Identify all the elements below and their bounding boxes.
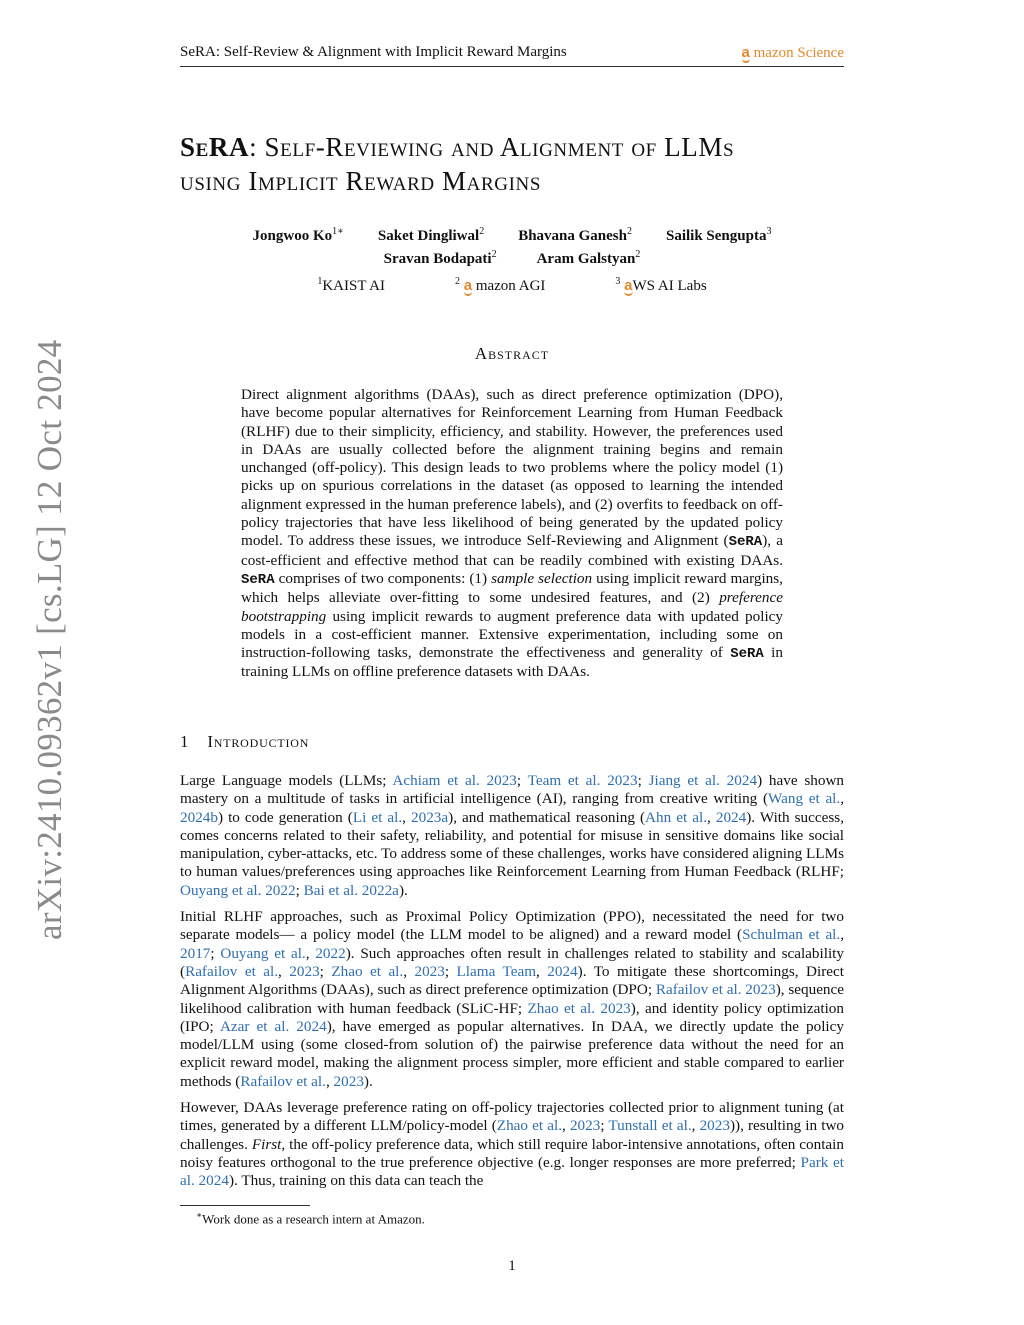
footnote: ∗Work done as a research intern at Amazon. bbox=[196, 1210, 425, 1227]
footnote-rule bbox=[180, 1205, 310, 1206]
running-title: SeRA: Self-Review & Alignment with Implicit Reward Margins bbox=[180, 44, 567, 60]
paragraph: Initial RLHF approaches, such as Proximal Policy Optimization (PPO), necessitated the need for two separate models— a policy model (the LLM model to be aligned) and a reward model (Schulman et al., 2017; Ouyang et al., 2022). Such approaches often result in challenges related to stability and scalability (Rafailov et al., 2023; Zhao et al., 2023; Llama Team, 2024). To mitigate these shortcomings, Direct Alignment Algorithms (DAAs), such as direct preference optimization (DPO; Rafailov et al. 2023), sequence likelihood calibration with human feedback (SLiC-HF; Zhao et al. 2023), and identity policy optimization (IPO; Azar et al. 2024), have emerged as popular alternatives. In DAA, we directly update the policy model/LLM using (some closed-from solution of) the pairwise preference data without the need for an explicit reward model, making the alignment process simpler, more efficient and stable compared to earlier methods (Rafailov et al., 2023). bbox=[180, 908, 845, 1090]
title-acronym: SeRA bbox=[180, 132, 250, 162]
affiliation: $^2$ a mazon AGI bbox=[454, 276, 546, 294]
citation-link[interactable]: Ouyang et al. bbox=[220, 944, 306, 962]
citation-link[interactable]: Azar et al. 2024 bbox=[219, 1017, 327, 1035]
arxiv-stamp: arXiv:2410.09362v1 [cs.LG] 12 Oct 2024 bbox=[30, 339, 69, 940]
author-list bbox=[180, 226, 844, 272]
author: Aram Galstyan$^2$ bbox=[536, 249, 641, 267]
abstract-heading: Abstract bbox=[474, 344, 550, 363]
page-number: 1 bbox=[508, 1258, 516, 1274]
citation-link[interactable]: 2023 bbox=[569, 1117, 601, 1135]
citation-link[interactable]: 2023 bbox=[414, 962, 445, 980]
affiliation: $^3$ aWS AI Labs bbox=[615, 276, 707, 294]
citation-link[interactable]: 2023 bbox=[699, 1117, 730, 1135]
citation-link[interactable]: Tunstall et al. bbox=[608, 1117, 692, 1135]
citation-link[interactable]: Zhao et al. 2023 bbox=[527, 999, 631, 1017]
citation-link[interactable]: 2023a bbox=[411, 808, 449, 826]
citation-link[interactable]: 2023 bbox=[289, 962, 320, 980]
citation-link[interactable]: Rafailov et al. 2023 bbox=[655, 981, 776, 999]
amazon-science-logo: a mazon Science bbox=[741, 44, 844, 61]
affiliation: $^1$KAIST AI bbox=[317, 276, 385, 294]
author: Jongwoo $Ko^{1∗}$ bbox=[252, 226, 344, 244]
citation-link[interactable]: Ahn et al. bbox=[645, 808, 707, 826]
citation-link[interactable]: 2024 bbox=[715, 808, 747, 826]
citation-link[interactable]: Rafailov et al. bbox=[240, 1072, 326, 1090]
citation-link[interactable]: Ouyang et al. 2022 bbox=[180, 881, 296, 899]
citation-link[interactable]: 2023 bbox=[333, 1072, 364, 1090]
author: Sailik Sengupta$^3$ bbox=[665, 226, 772, 244]
amazon-logo-icon: a bbox=[624, 277, 633, 294]
citation-link[interactable]: Jiang et al. 2024 bbox=[648, 772, 758, 789]
citation-link[interactable]: Bai et al. 2022a bbox=[303, 881, 399, 899]
citation-link[interactable]: Zhao et al. bbox=[496, 1117, 562, 1135]
citation-link[interactable]: 2022 bbox=[315, 944, 346, 962]
citation-link[interactable]: Park et al. 2024 bbox=[180, 1153, 844, 1190]
running-header bbox=[180, 44, 844, 67]
citation-link[interactable]: Wang et al. bbox=[768, 790, 841, 808]
introduction-body bbox=[180, 772, 844, 1199]
paper-title: SeRA: Self-Reviewing and Alignment of LLMs using Implicit Reward Margins bbox=[180, 132, 735, 196]
amazon-logo-icon: a bbox=[741, 44, 750, 61]
citation-link[interactable]: Zhao et al. bbox=[331, 962, 404, 980]
affiliations bbox=[180, 276, 844, 295]
citation-link[interactable]: 2024b bbox=[180, 808, 218, 826]
citation-link[interactable]: Llama Team bbox=[456, 962, 537, 980]
author: Bhavana Ganesh$^2$ bbox=[518, 226, 632, 244]
section-heading: 1 Introduction bbox=[180, 732, 310, 751]
author: Saket Dingliwal$^2$ bbox=[377, 226, 485, 244]
author: Sravan Bodapati$^2$ bbox=[383, 249, 497, 267]
abstract-body: Direct alignment algorithms (DAAs), such as direct preference optimization (DPO), have become popular alternatives for Reinforcement Learning from Human Feedback (RLHF) due to their simplicity, efficiency, and stability. However, the preferences used in DAAs are usually collected before the alignment training begins and remain unchanged (off-policy). This design leads to two problems where the policy model (1) picks up on spurious correlations in the dataset (as opposed to learning the intended alignment expressed in the human preference labels), and (2) overfits to feedback on off-policy trajectories that have less likelihood of being generated by the updated policy model. To address these issues, we introduce Self-Reviewing and Alignment (SeRA), a cost-efficient and effective method that can be readily combined with existing DAAs. SeRA comprises of two components: (1) sample selection using implicit reward margins, which helps alleviate over-fitting to some undesired features, and (2) preference bootstrapping using implicit rewards to augment preference data with updated policy models in a cost-efficient manner. Extensive experimentation, including some on instruction-following tasks, demonstrate the effectiveness and generality of SeRA in training LLMs on offline preference datasets with DAAs. bbox=[241, 386, 783, 681]
citation-link[interactable]: Li et al. bbox=[352, 808, 403, 826]
citation-link[interactable]: Team et al. 2023 bbox=[527, 772, 638, 789]
citation-link[interactable]: Achiam et al. 2023 bbox=[392, 772, 517, 789]
citation-link[interactable]: 2024 bbox=[547, 962, 578, 980]
amazon-logo-icon: a bbox=[463, 277, 473, 294]
paragraph: Large Language models (LLMs; Achiam et al. 2023; Team et al. 2023; Jiang et al. 2024) have shown mastery on a multitude of tasks in artificial intelligence (AI), ranging from creative writing (Wang et al., 2024b) to code generation (Li et al., 2023a), and mathematical reasoning (Ahn et al., 2024). With success, comes concerns related to their safety, reliability, and potential for misuse in sensitive domains like social manipulation, cyber-attacks, etc. To address some of these challenges, works have considered aligning LLMs to human values/preferences using approaches like Reinforcement Learning from Human Feedback (RLHF; Ouyang et al. 2022; Bai et al. 2022a). bbox=[180, 772, 845, 899]
citation-link[interactable]: Schulman et al. bbox=[742, 926, 841, 944]
citation-link[interactable]: Rafailov et al. bbox=[185, 962, 279, 980]
paragraph: However, DAAs leverage preference rating on off-policy trajectories collected prior to alignment tuning (at times, generated by a different LLM/policy-model (Zhao et al., 2023; Tunstall et al., 2023)), resulting in two challenges. First, the off-policy preference data, which still require labor-intensive annotations, often contain noisy features orthogonal to the true preference objective (e.g. longer responses are more preferred; Park et al. 2024). Thus, training on this data can teach the bbox=[180, 1099, 845, 1190]
citation-link[interactable]: 2017 bbox=[180, 944, 211, 962]
